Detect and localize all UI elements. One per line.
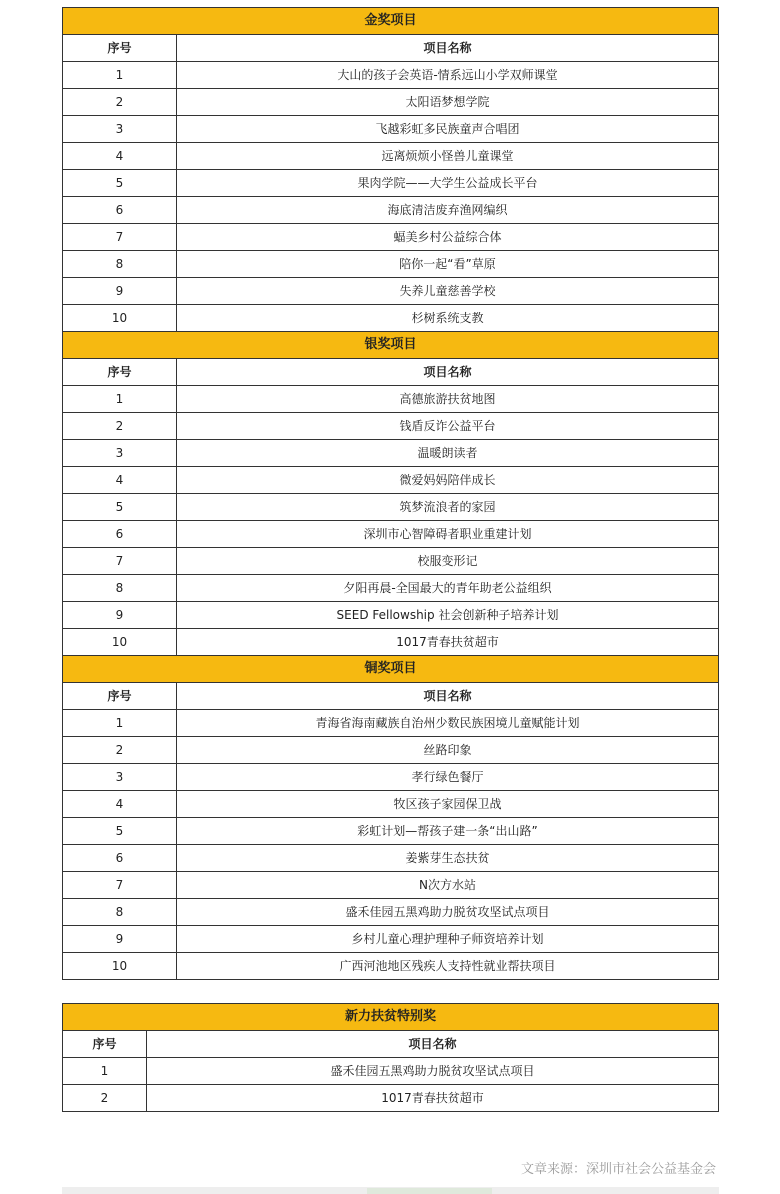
table-row — [63, 899, 719, 926]
column-header-row — [63, 35, 719, 62]
row-project-name: 筑梦流浪者的家园 — [177, 494, 719, 521]
row-project-name: 盛禾佳园五黑鸡助力脱贫攻坚试点项目 — [147, 1058, 719, 1085]
row-index: 8 — [63, 251, 177, 278]
row-project-name: 温暖朗读者 — [177, 440, 719, 467]
row-index: 2 — [63, 737, 177, 764]
row-project-name: 飞越彩虹多民族童声合唱团 — [177, 116, 719, 143]
row-index: 10 — [63, 953, 177, 980]
row-project-name: 夕阳再晨-全国最大的青年助老公益组织 — [177, 575, 719, 602]
row-index: 1 — [63, 62, 177, 89]
table-row — [63, 575, 719, 602]
article-source: 文章来源：深圳市社会公益基金会 — [520, 1161, 716, 1176]
row-project-name: 1017青春扶贫超市 — [147, 1085, 719, 1112]
section-title-row — [63, 8, 719, 35]
awards-table — [62, 7, 719, 980]
column-header-name: 项目名称 — [177, 683, 719, 710]
row-index: 7 — [63, 872, 177, 899]
row-project-name: 乡村儿童心理护理种子师资培养计划 — [177, 926, 719, 953]
table-row — [63, 440, 719, 467]
row-index: 2 — [63, 89, 177, 116]
table-row — [63, 224, 719, 251]
section-title-row — [63, 332, 719, 359]
column-header-row — [63, 1031, 719, 1058]
table-row — [63, 602, 719, 629]
row-index: 8 — [63, 899, 177, 926]
row-index: 4 — [63, 467, 177, 494]
column-header-index: 序号 — [63, 1031, 147, 1058]
special-award-table — [62, 1003, 719, 1112]
table-row — [63, 197, 719, 224]
row-project-name: 校服变形记 — [177, 548, 719, 575]
section-title: 金奖项目 — [63, 8, 719, 35]
row-index: 3 — [63, 764, 177, 791]
row-project-name: 大山的孩子会英语-情系远山小学双师课堂 — [177, 62, 719, 89]
section-title: 铜奖项目 — [63, 656, 719, 683]
table-row — [63, 926, 719, 953]
table-row — [63, 521, 719, 548]
table-row — [63, 818, 719, 845]
bottom-divider-accent — [367, 1188, 492, 1194]
table-row — [63, 1085, 719, 1112]
row-project-name: 盛禾佳园五黑鸡助力脱贫攻坚试点项目 — [177, 899, 719, 926]
table-row — [63, 845, 719, 872]
row-index: 9 — [63, 602, 177, 629]
row-index: 4 — [63, 791, 177, 818]
table-row — [63, 278, 719, 305]
column-header-row — [63, 359, 719, 386]
column-header-index: 序号 — [63, 683, 177, 710]
row-project-name: N次方水站 — [177, 872, 719, 899]
section-title: 新力扶贫特别奖 — [63, 1004, 719, 1031]
row-index: 3 — [63, 440, 177, 467]
row-project-name: 高德旅游扶贫地图 — [177, 386, 719, 413]
table-row — [63, 170, 719, 197]
row-project-name: 孝行绿色餐厅 — [177, 764, 719, 791]
row-project-name: 姜紫芽生态扶贫 — [177, 845, 719, 872]
row-index: 9 — [63, 278, 177, 305]
bottom-divider — [62, 1187, 719, 1194]
section-title-row — [63, 1004, 719, 1031]
row-project-name: 丝路印象 — [177, 737, 719, 764]
row-index: 2 — [63, 1085, 147, 1112]
row-index: 10 — [63, 629, 177, 656]
row-index: 10 — [63, 305, 177, 332]
table-row — [63, 953, 719, 980]
row-project-name: 彩虹计划—帮孩子建一条“出山路” — [177, 818, 719, 845]
table-row — [63, 737, 719, 764]
table-row — [63, 305, 719, 332]
table-row — [63, 764, 719, 791]
row-index: 6 — [63, 845, 177, 872]
row-index: 1 — [63, 1058, 147, 1085]
row-project-name: 青海省海南藏族自治州少数民族困境儿童赋能计划 — [177, 710, 719, 737]
row-index: 1 — [63, 386, 177, 413]
table-row — [63, 629, 719, 656]
table-row — [63, 467, 719, 494]
row-project-name: 深圳市心智障碍者职业重建计划 — [177, 521, 719, 548]
table-row — [63, 791, 719, 818]
row-index: 6 — [63, 521, 177, 548]
row-index: 4 — [63, 143, 177, 170]
row-index: 8 — [63, 575, 177, 602]
section-title-row — [63, 656, 719, 683]
table-row — [63, 548, 719, 575]
row-project-name: 杉树系统支教 — [177, 305, 719, 332]
row-project-name: 1017青春扶贫超市 — [177, 629, 719, 656]
table-row — [63, 386, 719, 413]
table-row — [63, 116, 719, 143]
section-title: 银奖项目 — [63, 332, 719, 359]
row-index: 1 — [63, 710, 177, 737]
row-project-name: 太阳语梦想学院 — [177, 89, 719, 116]
table-row — [63, 1058, 719, 1085]
column-header-row — [63, 683, 719, 710]
row-index: 7 — [63, 548, 177, 575]
row-project-name: 失养儿童慈善学校 — [177, 278, 719, 305]
row-index: 5 — [63, 494, 177, 521]
row-project-name: 海底清洁废弃渔网编织 — [177, 197, 719, 224]
row-project-name: 牧区孩子家园保卫战 — [177, 791, 719, 818]
row-project-name: 陪你一起“看”草原 — [177, 251, 719, 278]
column-header-index: 序号 — [63, 359, 177, 386]
row-index: 5 — [63, 818, 177, 845]
column-header-index: 序号 — [63, 35, 177, 62]
row-index: 3 — [63, 116, 177, 143]
table-row — [63, 143, 719, 170]
table-row — [63, 62, 719, 89]
row-index: 7 — [63, 224, 177, 251]
row-project-name: SEED Fellowship 社会创新种子培养计划 — [177, 602, 719, 629]
row-index: 5 — [63, 170, 177, 197]
row-index: 2 — [63, 413, 177, 440]
table-row — [63, 413, 719, 440]
table-row — [63, 89, 719, 116]
column-header-name: 项目名称 — [177, 359, 719, 386]
table-row — [63, 251, 719, 278]
row-project-name: 钱盾反诈公益平台 — [177, 413, 719, 440]
column-header-name: 项目名称 — [177, 35, 719, 62]
row-index: 6 — [63, 197, 177, 224]
row-project-name: 广西河池地区残疾人支持性就业帮扶项目 — [177, 953, 719, 980]
table-row — [63, 872, 719, 899]
row-project-name: 果肉学院——大学生公益成长平台 — [177, 170, 719, 197]
table-row — [63, 494, 719, 521]
row-index: 9 — [63, 926, 177, 953]
row-project-name: 远离烦烦小怪兽儿童课堂 — [177, 143, 719, 170]
row-project-name: 微爱妈妈陪伴成长 — [177, 467, 719, 494]
table-row — [63, 710, 719, 737]
row-project-name: 蝠美乡村公益综合体 — [177, 224, 719, 251]
column-header-name: 项目名称 — [147, 1031, 719, 1058]
